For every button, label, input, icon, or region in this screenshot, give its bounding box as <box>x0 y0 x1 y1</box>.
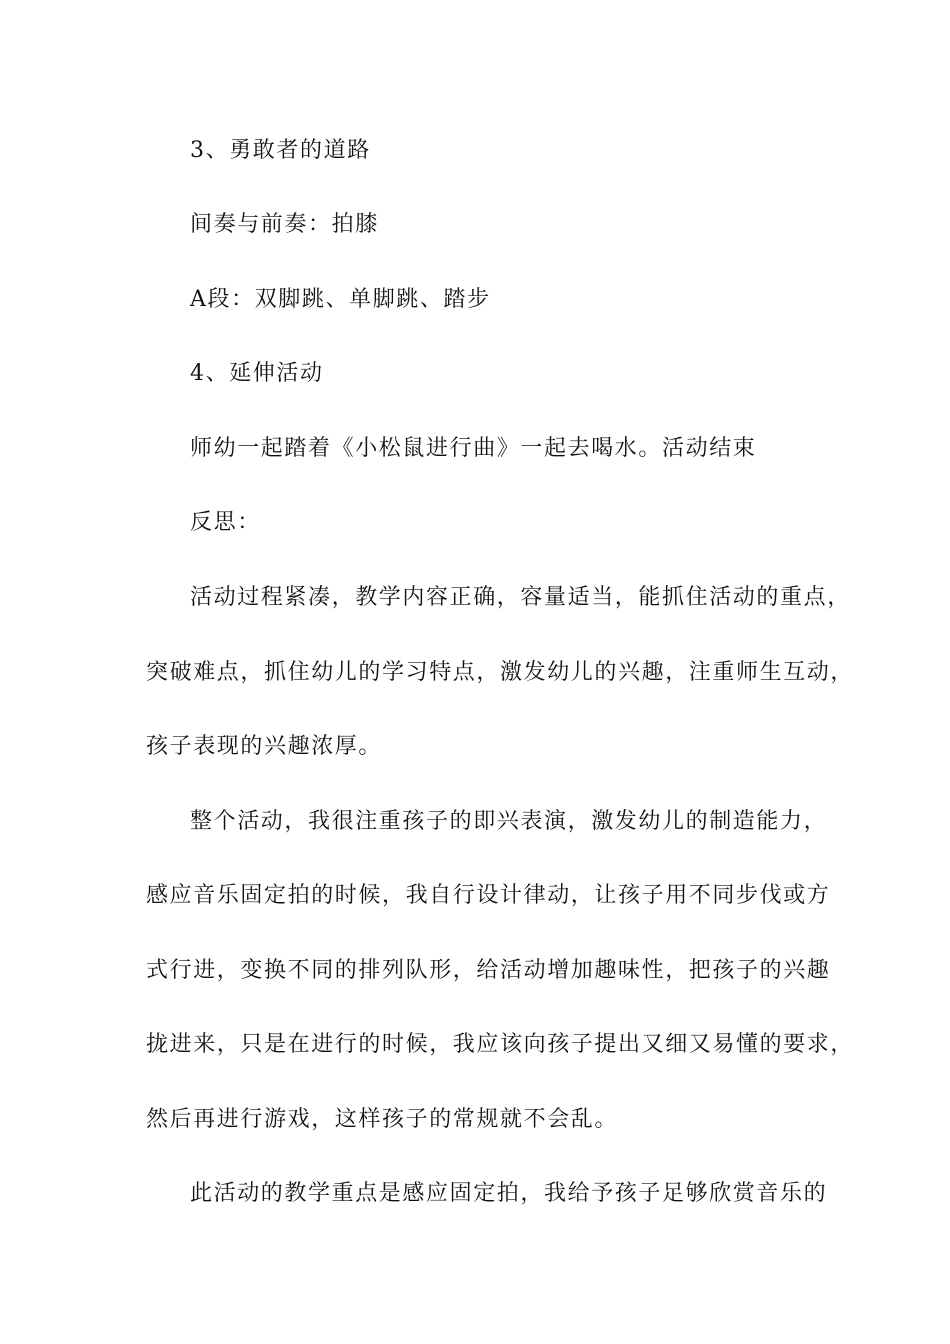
paragraph-2-line-2: 感应音乐固定拍的时候，我自行设计律动，让孩子用不同步伐或方 <box>146 883 831 908</box>
paragraph-2-line-4: 拢进来，只是在进行的时候，我应该向孩子提出又细又易懂的要求， <box>146 1032 855 1057</box>
text-line-ending: 师幼一起踏着《小松鼠进行曲》一起去喝水。活动结束 <box>190 436 757 461</box>
heading-section-4: 4、延伸活动 <box>190 361 324 386</box>
heading-reflection: 反思： <box>190 510 261 535</box>
paragraph-2-line-1: 整个活动，我很注重孩子的即兴表演，激发幼儿的制造能力， <box>190 809 828 834</box>
paragraph-1-line-1: 活动过程紧凑，教学内容正确，容量适当，能抓住活动的重点， <box>190 585 851 610</box>
paragraph-3-line-1: 此活动的教学重点是感应固定拍，我给予孩子足够欣赏音乐的 <box>190 1181 828 1206</box>
text-line-interlude: 间奏与前奏：拍膝 <box>190 212 379 237</box>
paragraph-2-line-5: 然后再进行游戏，这样孩子的常规就不会乱。 <box>146 1107 619 1132</box>
paragraph-2-line-3: 式行进，变换不同的排列队形，给活动增加趣味性，把孩子的兴趣 <box>146 958 831 983</box>
paragraph-1-line-3: 孩子表现的兴趣浓厚。 <box>146 734 383 759</box>
paragraph-1-line-2: 突破难点，抓住幼儿的学习特点，激发幼儿的兴趣，注重师生互动， <box>146 660 855 685</box>
heading-section-3: 3、勇敢者的道路 <box>190 138 371 163</box>
text-line-section-a: A段：双脚跳、单脚跳、踏步 <box>190 287 491 312</box>
